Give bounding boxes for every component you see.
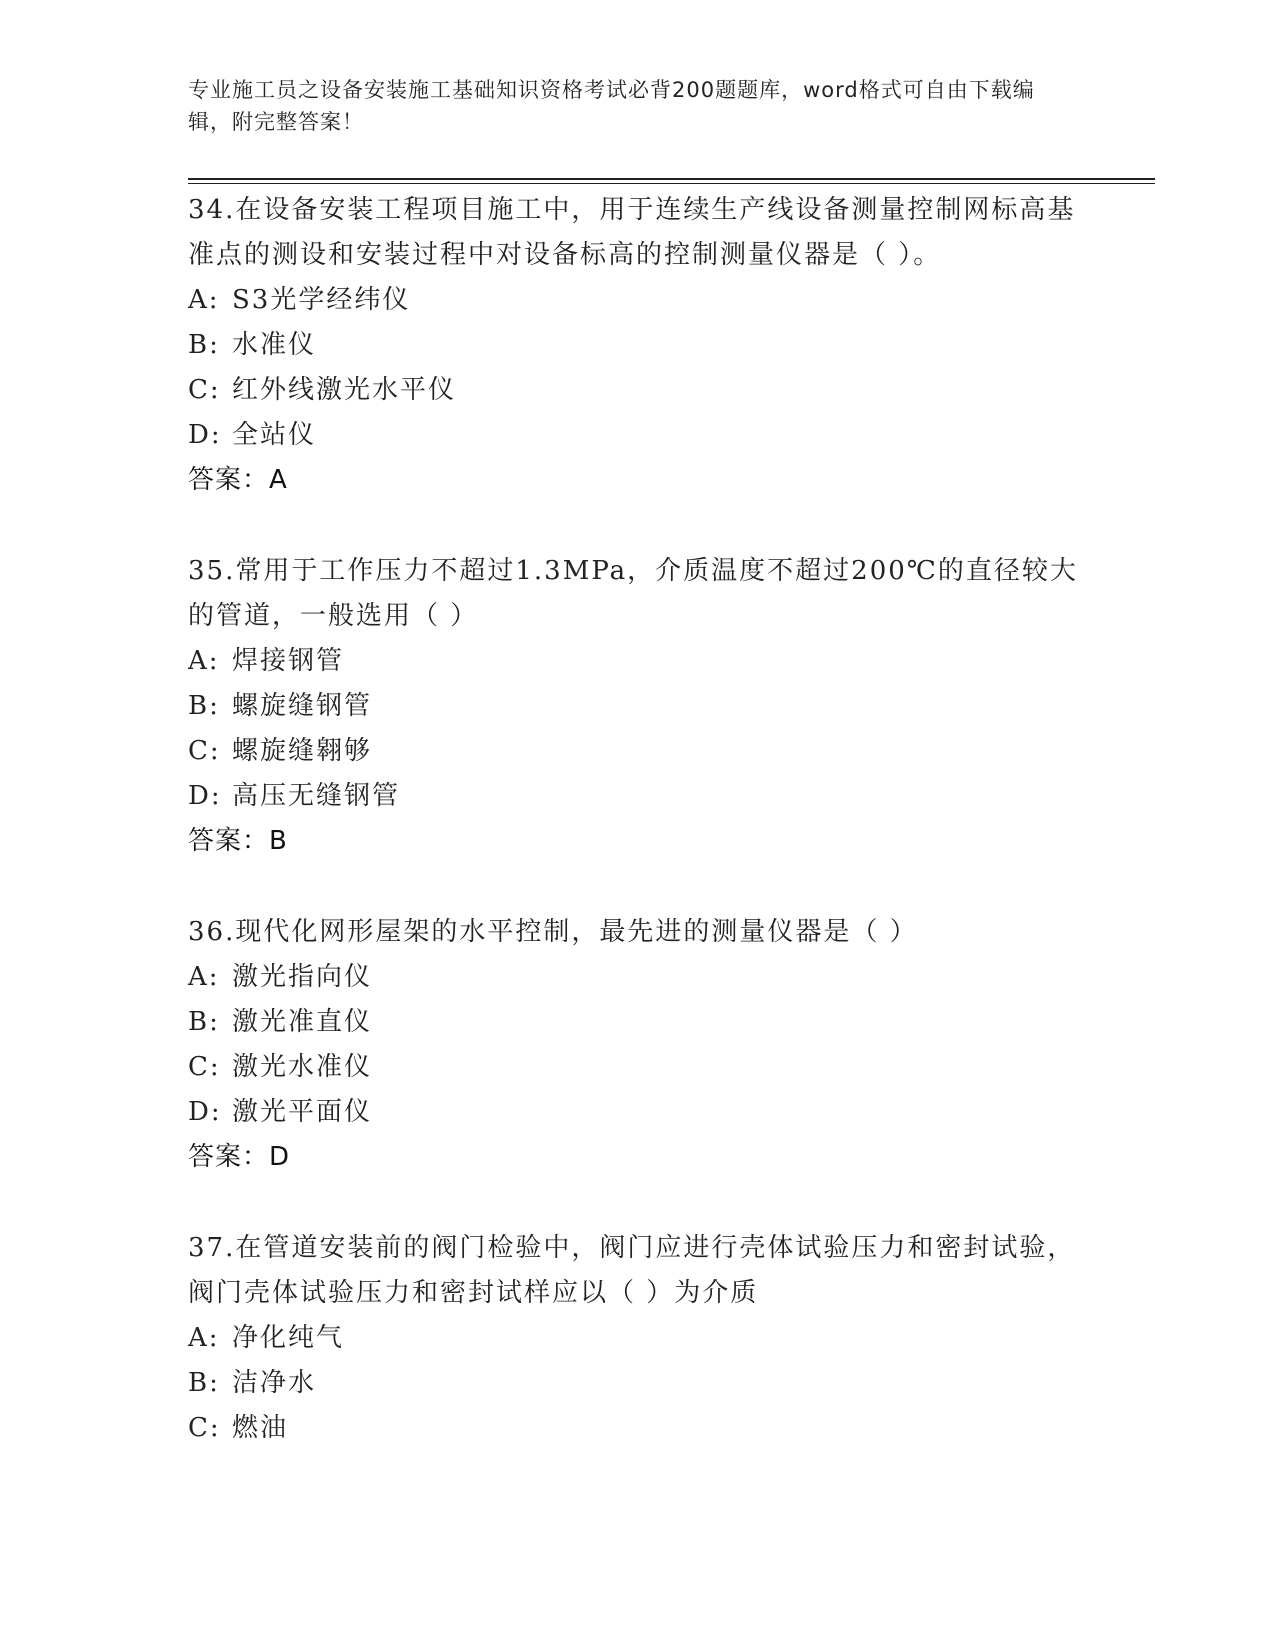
option-letter: A: xyxy=(188,1323,220,1353)
option-text: 激光水准仪 xyxy=(232,1052,373,1082)
option-a xyxy=(188,639,1088,684)
question-stem: 34.在设备安装工程项目施工中，用于连续生产线设备测量控制网标高基准点的测设和安装过程中对设备标高的控制测量仪器是（ ）。 xyxy=(188,195,1076,270)
option-text: 净化纯气 xyxy=(232,1323,345,1353)
option-b xyxy=(188,684,1088,729)
document-header: 专业施工员之设备安装施工基础知识资格考试必背200题题库，word格式可自由下载编辑，附完整答案！ xyxy=(188,78,1035,134)
answer-line: 答案：B xyxy=(188,826,288,856)
option-d xyxy=(188,1090,1088,1135)
option-c xyxy=(188,1406,1088,1451)
question-stem: 37.在管道安装前的阀门检验中，阀门应进行壳体试验压力和密封试验，阀门壳体试验压力和密封试样应以（ ）为介质 xyxy=(188,1233,1076,1308)
option-letter: A: xyxy=(188,285,220,315)
answer-line: 答案：A xyxy=(188,465,288,495)
option-letter: C: xyxy=(188,1052,221,1082)
option-text: S3光学经纬仪 xyxy=(232,285,411,315)
answer-line: 答案：D xyxy=(188,1142,291,1172)
question-36 xyxy=(188,910,1088,1180)
option-b xyxy=(188,1000,1088,1045)
option-c xyxy=(188,729,1088,774)
option-d xyxy=(188,413,1088,458)
question-34 xyxy=(188,188,1088,503)
option-letter: D: xyxy=(188,781,222,811)
option-a xyxy=(188,278,1088,323)
option-text: 燃油 xyxy=(232,1413,289,1443)
option-letter: C: xyxy=(188,1413,221,1443)
option-letter: D: xyxy=(188,420,222,450)
option-letter: A: xyxy=(188,646,220,676)
option-c xyxy=(188,368,1088,413)
header-divider-thin xyxy=(188,183,1155,184)
question-37 xyxy=(188,1226,1088,1451)
option-text: 全站仪 xyxy=(232,420,317,450)
option-a xyxy=(188,1316,1088,1361)
option-text: 激光平面仪 xyxy=(232,1097,373,1127)
question-list xyxy=(188,188,1088,1497)
option-a xyxy=(188,955,1088,1000)
option-text: 洁净水 xyxy=(232,1368,317,1398)
question-stem: 36.现代化网形屋架的水平控制，最先进的测量仪器是（ ） xyxy=(188,917,918,947)
header-divider-thick xyxy=(188,178,1155,180)
option-letter: A: xyxy=(188,962,220,992)
option-letter: D: xyxy=(188,1097,222,1127)
option-b xyxy=(188,1361,1088,1406)
option-text: 红外线激光水平仪 xyxy=(232,375,457,405)
option-letter: B: xyxy=(188,691,220,721)
option-letter: C: xyxy=(188,375,221,405)
option-text: 激光指向仪 xyxy=(232,962,373,992)
option-text: 高压无缝钢管 xyxy=(232,781,401,811)
question-35 xyxy=(188,549,1088,864)
option-c xyxy=(188,1045,1088,1090)
option-letter: C: xyxy=(188,736,221,766)
option-text: 螺旋缝翱够 xyxy=(232,736,373,766)
question-stem: 35.常用于工作压力不超过1.3MPa，介质温度不超过200℃的直径较大的管道，一般选用（ ） xyxy=(188,556,1078,631)
option-letter: B: xyxy=(188,1368,220,1398)
option-letter: B: xyxy=(188,1007,220,1037)
option-text: 焊接钢管 xyxy=(232,646,345,676)
option-text: 激光准直仪 xyxy=(232,1007,373,1037)
option-text: 水准仪 xyxy=(232,330,317,360)
option-d xyxy=(188,774,1088,819)
option-letter: B: xyxy=(188,330,220,360)
option-b xyxy=(188,323,1088,368)
option-text: 螺旋缝钢管 xyxy=(232,691,373,721)
